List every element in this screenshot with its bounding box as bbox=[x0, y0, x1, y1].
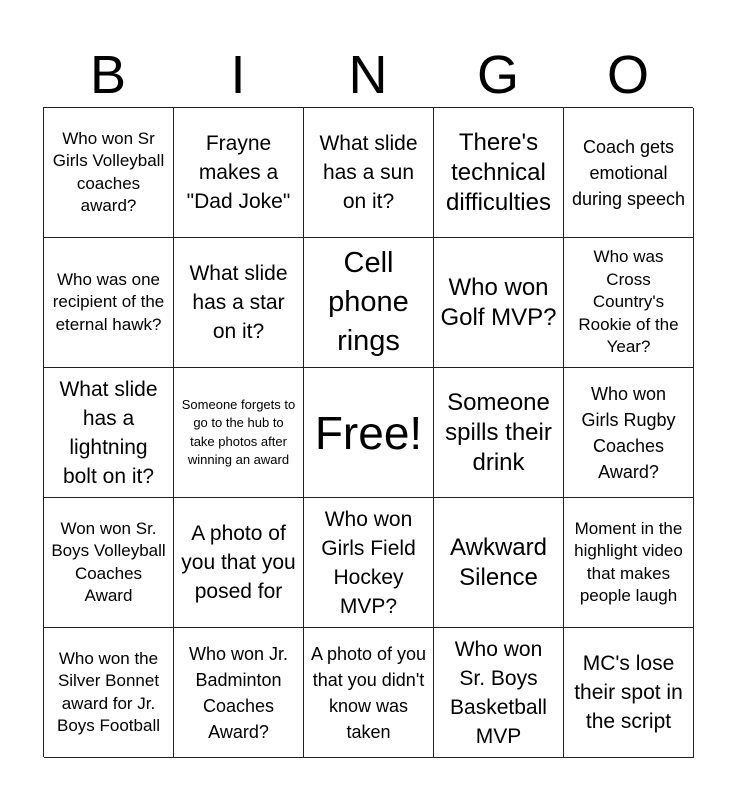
bingo-cell[interactable] bbox=[44, 498, 174, 628]
cell-text: What slide has a star on it? bbox=[189, 262, 288, 343]
cell-text: A photo of you that you posed for bbox=[181, 522, 296, 603]
bingo-cell[interactable] bbox=[564, 628, 694, 758]
cell-text: Moment in the highlight video that makes people laugh bbox=[574, 518, 683, 605]
cell-text: What slide has a sun on it? bbox=[319, 132, 418, 213]
bingo-cell[interactable] bbox=[304, 628, 434, 758]
bingo-cell[interactable] bbox=[44, 368, 174, 498]
cell-text: Won won Sr. Boys Volleyball Coaches Award bbox=[51, 518, 166, 605]
cell-text: Who won Jr. Badminton Coaches Award? bbox=[188, 643, 289, 742]
cell-text: Who won Sr. Boys Basketball MVP bbox=[450, 637, 547, 748]
cell-text: Who won Girls Rugby Coaches Award? bbox=[581, 383, 676, 482]
cell-text: What slide has a lightning bolt on it? bbox=[59, 377, 158, 488]
bingo-cell[interactable] bbox=[304, 498, 434, 628]
bingo-cell[interactable] bbox=[304, 238, 434, 368]
cell-text: Who was Cross Country's Rookie of the Year? bbox=[578, 247, 679, 357]
cell-text: There's technical difficulties bbox=[446, 128, 551, 216]
cell-text: A photo of you that you didn't know was taken bbox=[310, 643, 427, 742]
bingo-cell[interactable] bbox=[174, 628, 304, 758]
bingo-cell[interactable] bbox=[434, 368, 564, 498]
cell-text: Someone spills their drink bbox=[445, 388, 552, 476]
cell-text: Free! bbox=[314, 406, 423, 459]
bingo-cell[interactable] bbox=[434, 498, 564, 628]
header-letter-b: B bbox=[89, 45, 127, 105]
bingo-cell[interactable] bbox=[174, 498, 304, 628]
bingo-cell[interactable] bbox=[174, 238, 304, 368]
cell-text: Cell phone rings bbox=[328, 247, 409, 357]
cell-text: Someone forgets to go to the hub to take photos after winning an award bbox=[181, 396, 296, 467]
bingo-cell[interactable] bbox=[564, 108, 694, 238]
bingo-cell[interactable] bbox=[434, 238, 564, 368]
bingo-cell[interactable] bbox=[304, 108, 434, 238]
cell-text: Who was one recipient of the eternal hawk? bbox=[52, 269, 165, 334]
free-space-cell[interactable] bbox=[304, 368, 434, 498]
bingo-cell[interactable] bbox=[434, 628, 564, 758]
cell-text: Who won Girls Field Hockey MVP? bbox=[321, 507, 416, 618]
cell-text: Coach gets emotional during speech bbox=[571, 136, 686, 209]
bingo-cell[interactable] bbox=[44, 108, 174, 238]
bingo-cell[interactable] bbox=[564, 498, 694, 628]
bingo-cell[interactable] bbox=[564, 238, 694, 368]
header-letter-i: I bbox=[230, 45, 246, 105]
header-letter-o: O bbox=[606, 45, 649, 105]
bingo-header bbox=[43, 44, 693, 106]
cell-text: Who won Golf MVP? bbox=[440, 273, 557, 331]
cell-text: Who won the Silver Bonnet award for Jr. Boys Football bbox=[57, 648, 160, 735]
bingo-cell[interactable] bbox=[174, 368, 304, 498]
header-letter-g: G bbox=[476, 45, 519, 105]
bingo-cell[interactable] bbox=[564, 368, 694, 498]
bingo-cell[interactable] bbox=[44, 628, 174, 758]
cell-text: Who won Sr Girls Volleyball coaches award? bbox=[52, 128, 165, 215]
bingo-cell[interactable] bbox=[434, 108, 564, 238]
bingo-grid bbox=[43, 107, 693, 757]
cell-text: Awkward Silence bbox=[450, 533, 547, 591]
cell-text: Frayne makes a "Dad Joke" bbox=[186, 132, 291, 213]
bingo-cell[interactable] bbox=[174, 108, 304, 238]
cell-text: MC's lose their spot in the script bbox=[574, 652, 683, 733]
header-letter-n: N bbox=[348, 45, 388, 105]
bingo-cell[interactable] bbox=[44, 238, 174, 368]
